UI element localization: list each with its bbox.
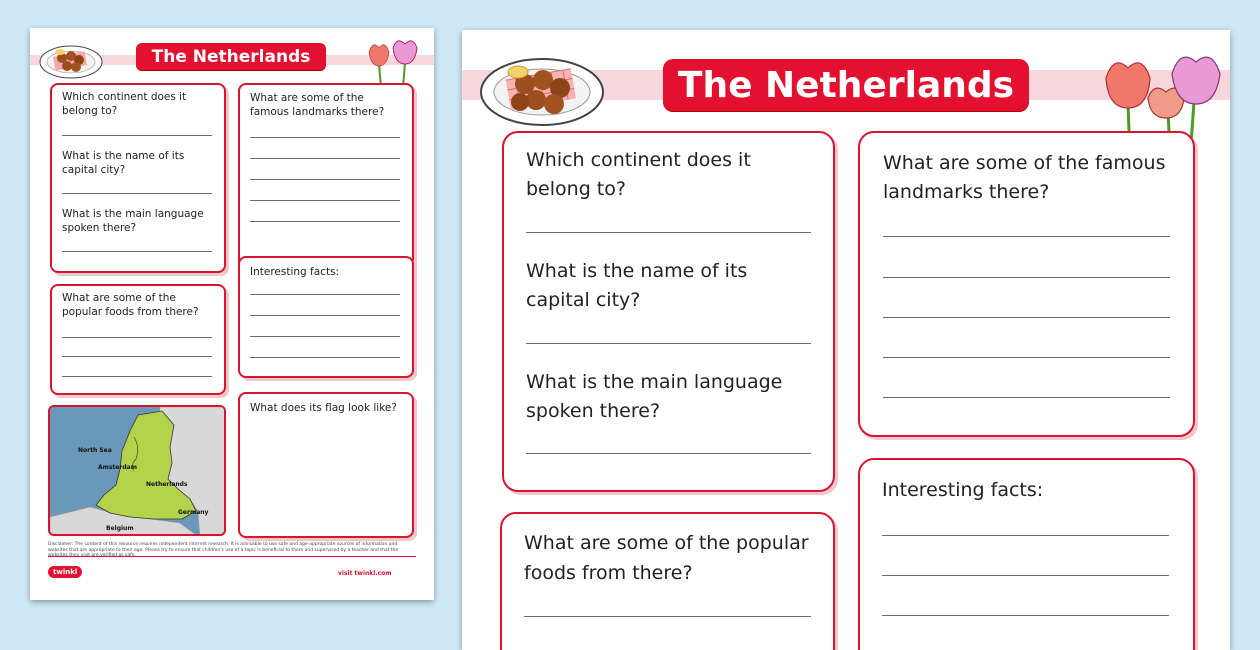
capital-question-line2: capital city?	[526, 289, 641, 311]
footer-divider	[48, 556, 416, 557]
page-title: The Netherlands	[136, 43, 326, 70]
answer-line[interactable]	[883, 277, 1170, 278]
continent-question-line1: Which continent does it	[526, 149, 751, 171]
landmarks-question-line2: landmarks there?	[883, 181, 1050, 203]
bitterballen-plate-icon	[38, 40, 104, 80]
answer-line[interactable]	[250, 336, 400, 337]
continent-question: Which continent does it belong to?	[62, 91, 187, 117]
answer-line[interactable]	[526, 232, 811, 233]
answer-line[interactable]	[883, 357, 1170, 358]
answer-line[interactable]	[62, 337, 212, 338]
answer-line[interactable]	[250, 315, 400, 316]
answer-line[interactable]	[250, 357, 400, 358]
amsterdam-label: Amsterdam	[98, 464, 137, 471]
north-sea-label: North Sea	[78, 447, 112, 454]
answer-line[interactable]	[883, 397, 1170, 398]
facts-heading: Interesting facts:	[882, 479, 1044, 501]
answer-line[interactable]	[882, 575, 1169, 576]
language-question-line2: spoken there?	[526, 400, 661, 422]
answer-line[interactable]	[250, 137, 400, 138]
answer-line[interactable]	[62, 251, 212, 252]
answer-line[interactable]	[883, 317, 1170, 318]
answer-line[interactable]	[62, 193, 212, 194]
answer-line[interactable]	[882, 535, 1169, 536]
landmarks-question: What are some of the famous landmarks there?	[250, 92, 385, 118]
footer-url[interactable]: visit twinkl.com	[338, 570, 392, 577]
answer-line[interactable]	[882, 615, 1169, 616]
continent-question-line2: belong to?	[526, 178, 626, 200]
answer-line[interactable]	[250, 179, 400, 180]
language-question: What is the main language spoken there?	[62, 208, 204, 234]
germany-label: Germany	[178, 509, 209, 516]
tulips-icon	[365, 38, 425, 88]
bitterballen-plate-icon	[478, 50, 606, 128]
answer-line[interactable]	[524, 616, 811, 617]
netherlands-map	[48, 405, 226, 536]
answer-line[interactable]	[250, 221, 400, 222]
answer-line[interactable]	[526, 453, 811, 454]
answer-line[interactable]	[62, 356, 212, 357]
foods-question-line2: foods from there?	[524, 562, 693, 584]
twinkl-logo: twinkl	[48, 566, 82, 578]
page-title: The Netherlands	[663, 59, 1029, 111]
facts-heading: Interesting facts:	[250, 266, 340, 278]
foods-question: What are some of the popular foods from there?	[62, 292, 199, 318]
capital-question-line1: What is the name of its	[526, 260, 748, 282]
answer-line[interactable]	[250, 200, 400, 201]
answer-line[interactable]	[62, 135, 212, 136]
flag-question: What does its flag look like?	[250, 402, 397, 414]
netherlands-label: Netherlands	[146, 481, 188, 488]
capital-question: What is the name of its capital city?	[62, 150, 185, 176]
belgium-label: Belgium	[106, 525, 134, 532]
answer-line[interactable]	[526, 343, 811, 344]
disclaimer-text: Disclaimer: The content of this resource requires independent internet research. It is advisable to use safe and age-appropriate sources of information and websites that are appropriate to their age. Please try to ensure that children's use of a topic is beneficial to them and supervised by a teacher and that the	[48, 542, 399, 553]
answer-line[interactable]	[62, 376, 212, 377]
foods-question-line1: What are some of the popular	[524, 532, 809, 554]
landmarks-box	[858, 131, 1195, 437]
answer-line[interactable]	[250, 158, 400, 159]
language-question-line1: What is the main language	[526, 371, 783, 393]
landmarks-question-line1: What are some of the famous	[883, 152, 1166, 174]
answer-line[interactable]	[883, 236, 1170, 237]
worksheet-zoomed	[462, 30, 1230, 650]
worksheet-thumbnail	[30, 28, 434, 600]
answer-line[interactable]	[250, 294, 400, 295]
